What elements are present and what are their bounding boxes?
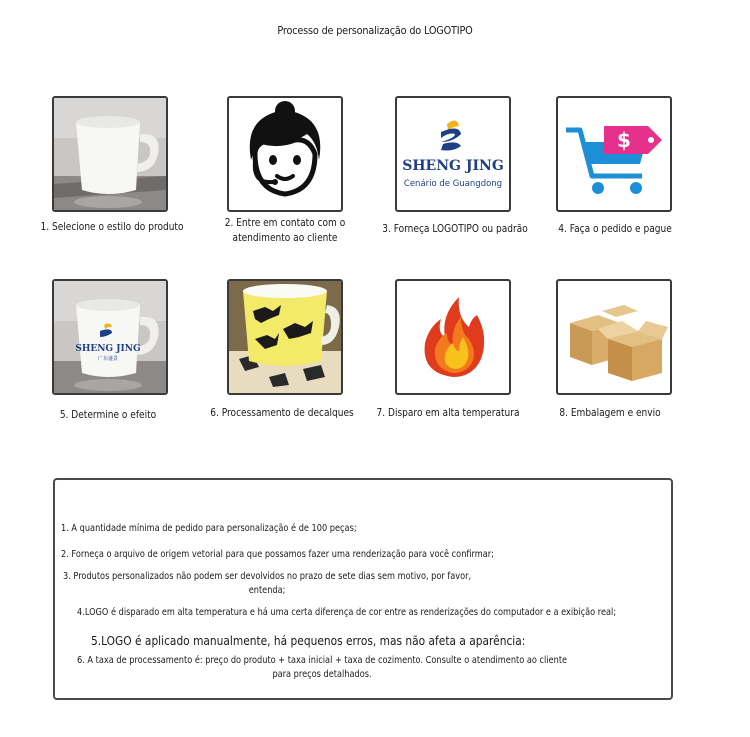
step-6-caption: 6. Processamento de decalques: [210, 407, 354, 419]
logo-subtitle: Cenário de Guangdong: [403, 179, 503, 189]
step-4-caption: 4. Faça o pedido e pague: [558, 223, 672, 235]
step-4-image: [556, 96, 672, 212]
note-6: [77, 654, 567, 682]
note-2: 2. Forneça o arquivo de origem vetorial para que possamos fazer uma renderização para você confirmar;: [61, 549, 494, 560]
note-3-line-a: 3. Produtos personalizados não podem ser devolvidos no prazo de sete dias sem motivo, por favor,: [63, 571, 472, 582]
notes-box: [53, 478, 673, 700]
note-6-line-a: 6. A taxa de processamento é: preço do produto + taxa inicial + taxa de cozimento. Consulte o atendimento ao cliente: [77, 655, 568, 666]
white-mug-photo: [54, 98, 166, 210]
branded-mug-photo: [54, 281, 166, 393]
note-3: [63, 570, 471, 598]
shopping-cart-icon: [558, 98, 670, 210]
boxes-icon: [558, 281, 670, 393]
mug-logo-subtitle: 广东盛景: [97, 356, 119, 362]
step-1-image: [52, 96, 168, 212]
step-3-caption: 3. Forneça LOGOTIPO ou padrão: [382, 223, 528, 235]
step-3-image: [395, 96, 511, 212]
step-6-image: [227, 279, 343, 395]
step-8-image: [556, 279, 672, 395]
step-5-image: [52, 279, 168, 395]
price-symbol: $: [617, 128, 631, 152]
step-8-caption: 8. Embalagem e envio: [559, 407, 661, 419]
page-title: Processo de personalização do LOGOTIPO: [277, 24, 473, 37]
logo-brand: SHENG JING: [402, 158, 504, 174]
note-3-line-b: entenda;: [248, 585, 286, 596]
note-5: 5.LOGO é aplicado manualmente, há pequenos erros, mas não afeta a aparência:: [91, 633, 526, 648]
step-7-image: [395, 279, 511, 395]
sheng-jing-logo: [397, 98, 509, 210]
note-6-line-b: para preços detalhados.: [272, 669, 372, 680]
note-1: 1. A quantidade mínima de pedido para personalização é de 100 peças;: [61, 523, 357, 534]
mug-logo-brand: SHENG JING: [75, 344, 141, 354]
flame-icon: [397, 281, 509, 393]
step-5-caption: 5. Determine o efeito: [59, 409, 157, 421]
support-agent-icon: [229, 98, 341, 210]
step-2-caption: 2. Entre em contato com o atendimento ao cliente: [224, 217, 346, 244]
step-2-image: [227, 96, 343, 212]
step-7-caption: 7. Disparo em alta temperatura: [376, 407, 520, 419]
step-1-caption: 1. Selecione o estilo do produto: [40, 221, 184, 233]
note-4: 4.LOGO é disparado em alta temperatura e há uma certa diferença de cor entre as renderizações do computador e a exibição real;: [77, 607, 617, 618]
decal-mug-photo: [229, 281, 341, 393]
